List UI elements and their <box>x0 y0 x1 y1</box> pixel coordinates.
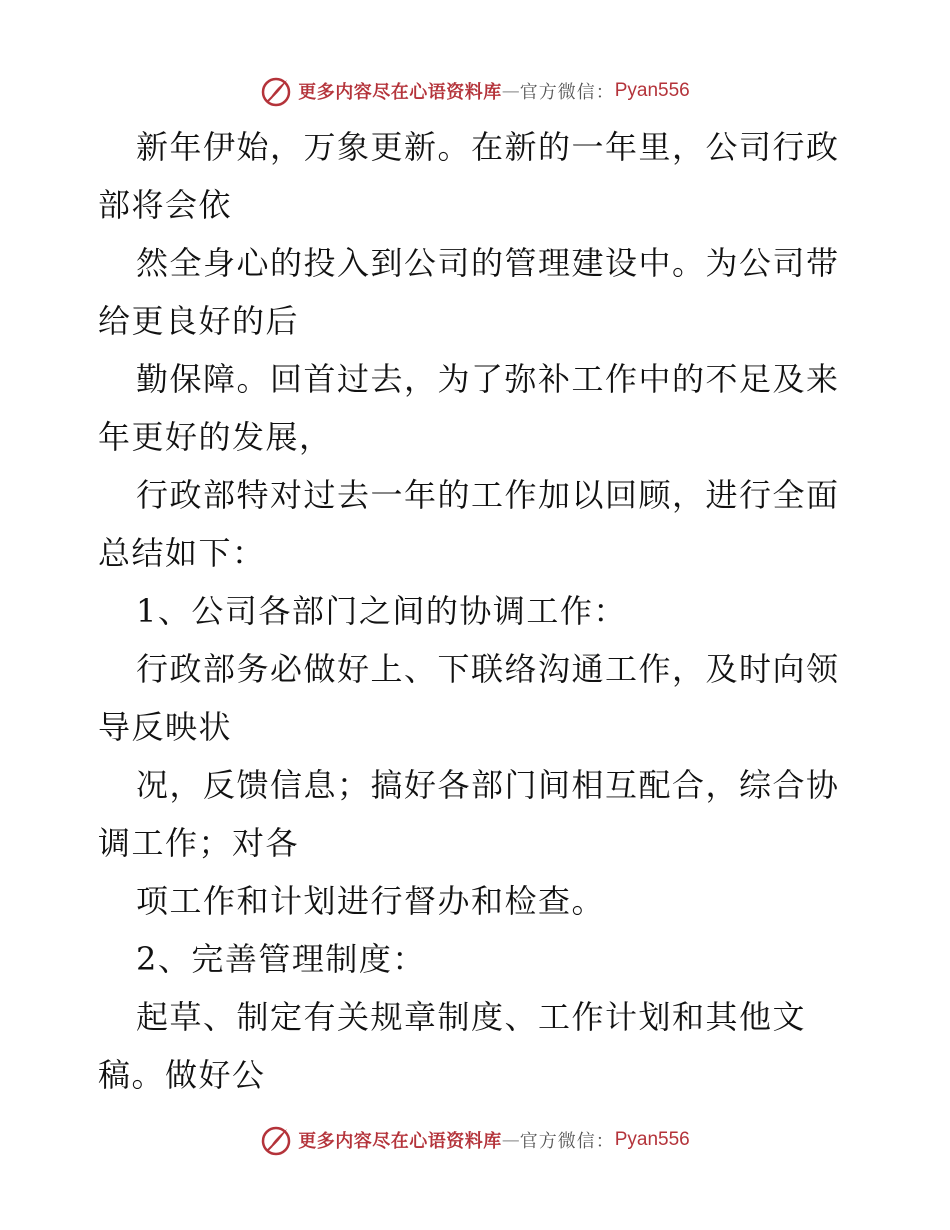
text-line: 调工作；对各 <box>98 824 300 862</box>
watermark-wechat-id: Pyan556 <box>614 80 690 101</box>
text-line: 部将会依 <box>98 186 233 224</box>
text-line: 项工作和计划进行督办和检查。 <box>136 882 606 920</box>
footer-watermark <box>0 1122 950 1158</box>
text-line: 稿。做好公 <box>98 1056 266 1094</box>
header-watermark <box>0 73 950 109</box>
text-line: 新年伊始，万象更新。在新的一年里，公司行政 <box>136 128 840 166</box>
text-line: 行政部务必做好上、下联络沟通工作，及时向领 <box>136 650 840 688</box>
watermark-wechat-id: Pyan556 <box>614 1129 690 1150</box>
document-body <box>98 118 858 1104</box>
text-line: 总结如下： <box>98 534 266 572</box>
watermark-brand: 更多内容尽在心语资料库 <box>298 1131 502 1152</box>
text-line: 给更良好的后 <box>98 302 300 340</box>
quill-logo-icon <box>260 1124 292 1156</box>
watermark-label: 官方微信： <box>519 1131 615 1152</box>
text-line: 行政部特对过去一年的工作加以回顾，进行全面 <box>136 476 840 514</box>
text-line: 况，反馈信息；搞好各部门间相互配合，综合协 <box>136 766 840 804</box>
watermark-brand: 更多内容尽在心语资料库 <box>298 82 502 103</box>
text-line: 年更好的发展， <box>98 418 333 456</box>
quill-logo-icon <box>260 75 292 107</box>
text-line: 2、完善管理制度： <box>136 940 426 978</box>
text-line: 然全身心的投入到公司的管理建设中。为公司带 <box>136 244 840 282</box>
text-line: 起草、制定有关规章制度、工作计划和其他文 <box>136 998 807 1036</box>
watermark-dash: — <box>501 80 520 102</box>
text-line: 导反映状 <box>98 708 233 746</box>
watermark-dash: — <box>501 1129 520 1151</box>
watermark-label: 官方微信： <box>519 82 615 103</box>
text-line: 勤保障。回首过去，为了弥补工作中的不足及来 <box>136 360 840 398</box>
text-line: 1、公司各部门之间的协调工作： <box>136 592 627 630</box>
